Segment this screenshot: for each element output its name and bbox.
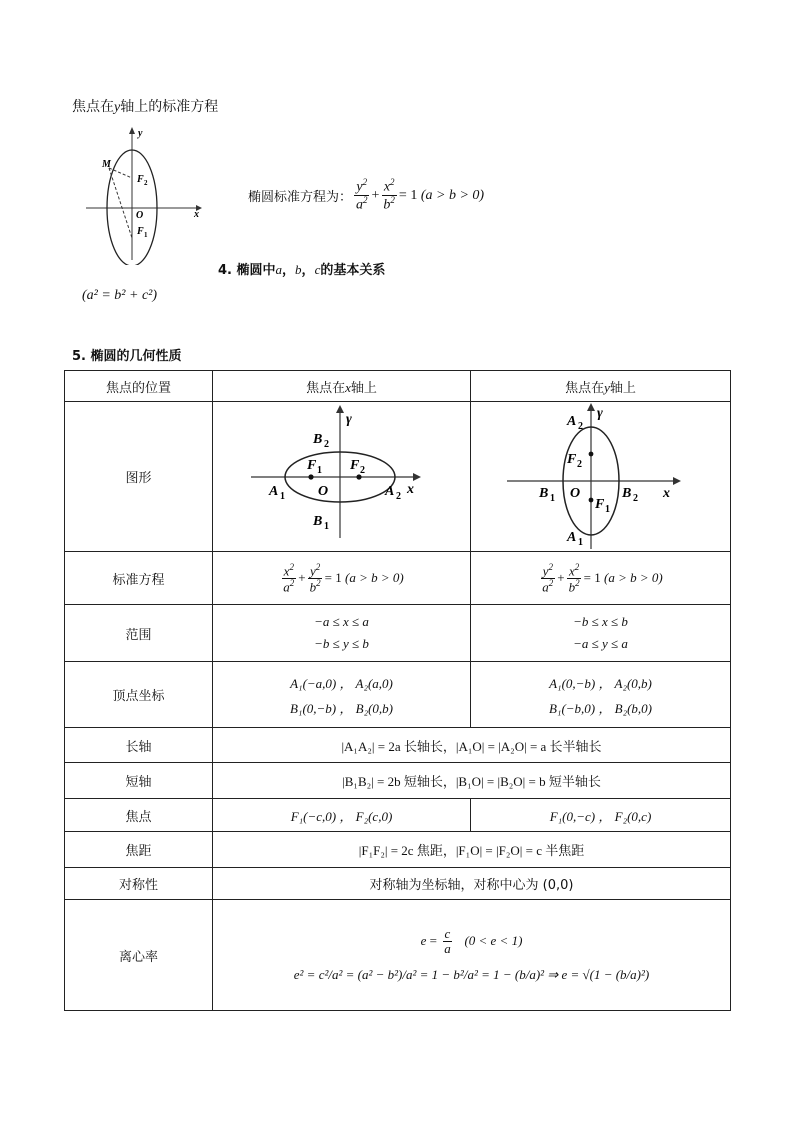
properties-table xyxy=(64,370,731,1011)
small-label-f2-sub: 2 xyxy=(144,179,148,187)
heading-var: y xyxy=(114,100,121,115)
header-y-var: y xyxy=(604,379,610,395)
range-y-line2: −a ≤ y ≤ a xyxy=(573,636,628,651)
cell-focal-distance: |F₁F₂| = 2c 焦距，|F₁O| = |F₂O| = c 半焦距 xyxy=(213,832,731,868)
range-x-line1: −a ≤ x ≤ a xyxy=(314,614,369,629)
sec4-b: b xyxy=(295,262,302,277)
small-mf1-line xyxy=(109,168,132,238)
row-label-minor: 短轴 xyxy=(65,763,213,799)
std-eq-cond: (a > b > 0) xyxy=(420,187,485,203)
fy-label-f1: F xyxy=(595,496,605,512)
range-x-line2: −b ≤ y ≤ b xyxy=(314,636,369,651)
fx-label-o: O xyxy=(318,483,329,499)
sec4-sep2: ， xyxy=(301,263,315,278)
fy-focus-f2 xyxy=(589,451,594,456)
small-label-f1-sub: 1 xyxy=(144,231,148,239)
table-row-vertex xyxy=(65,662,731,728)
ecc-line1: e = $\frac{c}{a}$ (0 < e < 1) xyxy=(420,925,523,956)
table-row-figure xyxy=(65,402,731,552)
fy-y-arrow xyxy=(587,403,595,411)
cell-minor: |B₁B₂| = 2b 短轴长，|B₁O| = |B₂O| = b 短半轴长 xyxy=(213,763,731,799)
fx-label-a2-sub: 2 xyxy=(396,490,401,502)
header-y-pre: 焦点在 xyxy=(565,380,605,396)
fy-label-x: x xyxy=(663,485,670,501)
header-x-var: x xyxy=(345,379,351,395)
fx-label-a1-sub: 1 xyxy=(280,490,285,502)
cell-equation-y: $\frac{y^2}{a^2}$ + $\frac{x^2}{b^2}$ = 1 (a > b > 0) xyxy=(471,552,731,605)
row-label-equation: 标准方程 xyxy=(65,552,213,605)
section-4-heading xyxy=(218,259,385,278)
header-y-axis xyxy=(471,371,731,402)
fy-label-a1-sub: 1 xyxy=(578,536,583,548)
row-label-eccentricity: 离心率 xyxy=(65,900,213,1011)
ellipse-x-figure xyxy=(213,403,469,551)
cell-equation-x: $\frac{x^2}{a^2}$ + $\frac{y^2}{b^2}$ = 1 (a > b > 0) xyxy=(213,552,471,605)
heading-prefix: 焦点在 xyxy=(72,99,114,115)
heading-suffix: 轴上的标准方程 xyxy=(120,99,219,115)
sec5-num: 5. xyxy=(72,349,86,364)
fx-x-arrow xyxy=(413,473,421,481)
ecc-line2: e² = c²/a² = (a² − b²)/a² = 1 − b²/a² = 1 − (b/a)² ⇒ e = √(1 − (b/a)²) xyxy=(293,967,650,983)
header-x-pre: 焦点在 xyxy=(306,380,346,396)
cell-figure-x xyxy=(213,402,471,552)
fx-label-a1: A xyxy=(269,483,279,499)
cell-vertex-y xyxy=(471,662,731,728)
cell-eccentricity xyxy=(213,900,731,1011)
fx-label-b1: B xyxy=(313,513,323,529)
fy-label-b2: B xyxy=(622,485,632,501)
fx-focus-f1 xyxy=(308,474,313,479)
fx-label-x: x xyxy=(407,481,414,497)
fy-label-a2-sub: 2 xyxy=(578,420,583,432)
fy-label-a2: A xyxy=(567,413,577,429)
fy-label-o: O xyxy=(570,485,581,501)
fx-label-b1-sub: 1 xyxy=(324,520,329,532)
fy-focus-f1 xyxy=(589,497,594,502)
fy-x-arrow xyxy=(673,477,681,485)
std-eq-label: 椭圆标准方程为： xyxy=(248,190,353,206)
fy-label-f1-sub: 1 xyxy=(605,503,610,515)
table-row-eccentricity xyxy=(65,900,731,1011)
fy-label-b1-sub: 1 xyxy=(550,492,555,504)
cell-focus-x: F₁(−c,0) ， F₂(c,0) xyxy=(213,799,471,832)
relation-formula: (a² = b² + c²) xyxy=(82,288,158,303)
row-label-focus: 焦点 xyxy=(65,799,213,832)
sec4-a: a xyxy=(275,262,283,277)
ellipse-y-figure xyxy=(471,403,729,551)
fx-label-y: γ xyxy=(346,411,352,427)
fy-label-a1: A xyxy=(567,529,577,545)
fx-label-f2: F xyxy=(350,457,360,473)
cell-symmetry: 对称轴为坐标轴，对称中心为 (0,0) xyxy=(213,868,731,900)
sec4-num: 4. xyxy=(218,263,232,278)
sec5-title: 椭圆的几何性质 xyxy=(90,349,182,364)
cell-vertex-x xyxy=(213,662,471,728)
header-y-post: 轴上 xyxy=(609,380,636,396)
row-label-range: 范围 xyxy=(65,605,213,662)
table-row-focus xyxy=(65,799,731,832)
cell-focus-y: F₁(0,−c) ， F₂(0,c) xyxy=(471,799,731,832)
fx-label-f1-sub: 1 xyxy=(317,464,322,476)
small-label-x: x xyxy=(194,209,199,220)
table-row-equation xyxy=(65,552,731,605)
table-row-focal-distance xyxy=(65,832,731,868)
header-x-axis xyxy=(213,371,471,402)
table-row-range xyxy=(65,605,731,662)
fx-label-f2-sub: 2 xyxy=(360,464,365,476)
sec4-pre: 椭圆中 xyxy=(236,263,276,278)
range-y-line1: −b ≤ x ≤ b xyxy=(573,614,628,629)
cell-figure-y xyxy=(471,402,731,552)
fy-label-f2: F xyxy=(567,451,577,467)
heading-y-axis xyxy=(72,96,218,116)
row-label-vertex: 顶点坐标 xyxy=(65,662,213,728)
small-y-arrow xyxy=(129,127,135,134)
row-label-focal-distance: 焦距 xyxy=(65,832,213,868)
fx-y-arrow xyxy=(336,405,344,413)
std-equation-line xyxy=(248,178,484,214)
fy-label-f2-sub: 2 xyxy=(577,458,582,470)
cell-major: |A₁A₂| = 2a 长轴长，|A₁O| = |A₂O| = a 长半轴长 xyxy=(213,728,731,763)
sec4-c: c xyxy=(314,262,321,277)
cell-range-y xyxy=(471,605,731,662)
eq-x-cond: (a > b > 0) xyxy=(344,570,404,585)
vertex-x-line2: B₁(0,−b) ， B₂(0,b) xyxy=(289,700,393,716)
fx-label-b2: B xyxy=(313,431,323,447)
fy-label-b1: B xyxy=(539,485,549,501)
fx-label-f1: F xyxy=(307,457,317,473)
sec4-post: 的基本关系 xyxy=(320,263,386,278)
eq-y-cond: (a > b > 0) xyxy=(603,570,663,585)
std-eq-formula: $\frac{y^2}{a^2}$ + $\frac{x^2}{b^2}$ = 1 (a > b > 0) xyxy=(356,177,485,213)
ecc-cond: (0 < e < 1) xyxy=(464,933,523,948)
table-row-symmetry xyxy=(65,868,731,900)
small-label-y: y xyxy=(138,128,143,139)
row-label-figure: 图形 xyxy=(65,402,213,552)
small-label-m: M xyxy=(102,159,111,170)
table-header-row xyxy=(65,371,731,402)
fy-label-y: γ xyxy=(597,405,603,421)
vertex-y-line2: B₁(−b,0) ， B₂(b,0) xyxy=(548,700,652,716)
fx-label-a2: A xyxy=(385,483,395,499)
row-label-symmetry: 对称性 xyxy=(65,868,213,900)
fy-label-b2-sub: 2 xyxy=(633,492,638,504)
small-label-o: O xyxy=(136,210,144,221)
header-x-post: 轴上 xyxy=(350,380,377,396)
vertex-x-line1: A₁(−a,0) ， A₂(a,0) xyxy=(290,675,393,691)
vertex-y-line1: A₁(0,−b) ， A₂(0,b) xyxy=(549,675,652,691)
header-position: 焦点的位置 xyxy=(65,371,213,402)
row-label-major: 长轴 xyxy=(65,728,213,763)
small-ellipse-figure xyxy=(80,120,210,265)
fx-label-b2-sub: 2 xyxy=(324,438,329,450)
table-row-minor xyxy=(65,763,731,799)
small-label-f2: F xyxy=(137,174,144,185)
cell-range-x xyxy=(213,605,471,662)
small-label-f1: F xyxy=(137,226,144,237)
section-5-heading xyxy=(72,345,182,364)
table-row-major xyxy=(65,728,731,763)
sec4-sep1: ， xyxy=(282,263,296,278)
